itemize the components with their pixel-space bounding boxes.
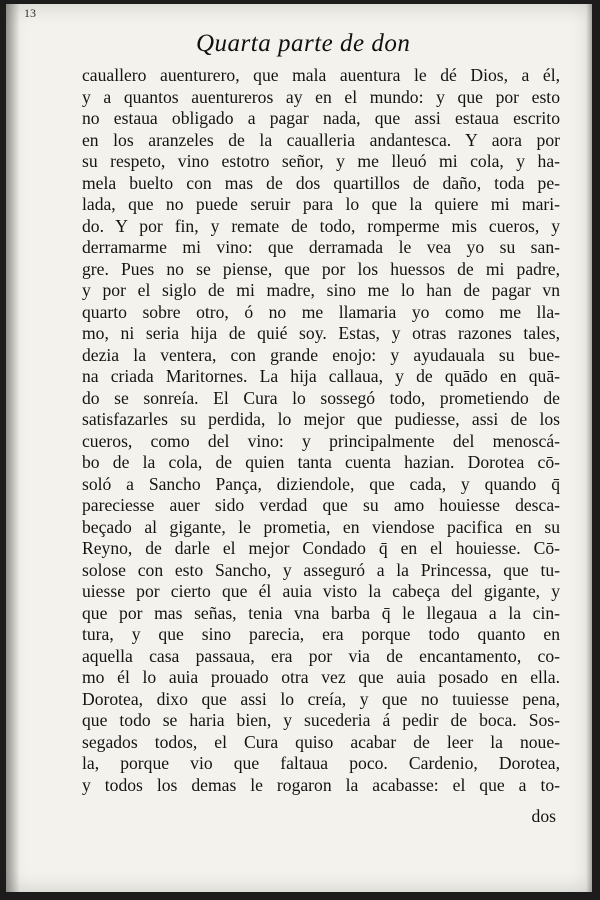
text-line: do se sonreía. El Cura lo sossegó todo, prometiendo de (82, 387, 560, 408)
text-line: quarto sobre otro, ó no me llamaria yo como me lla- (82, 301, 560, 322)
text-line: Dorotea, dixo que assi lo creía, y que no tuuiesse pena, (82, 688, 560, 709)
text-line: cueros, como del vino: y principalmente del menoscá- (82, 430, 560, 451)
text-block (82, 65, 560, 796)
text-line: derramarme mi vino: que derramada le vea yo su san- (82, 237, 560, 257)
text-line: pareciesse auer sido verdad que su amo houiesse desca- (82, 495, 560, 515)
text-line: cauallero auenturero, que mala auentura le dé Dios, a él, (82, 65, 560, 85)
text-line: Reyno, de darle el mejor Condado q̄ en el houiesse. Cō- (82, 538, 560, 558)
text-line: tura, y que sino parecia, era porque todo quanto en (82, 624, 560, 644)
text-line: do. Y por fin, y remate de todo, romperme mis cueros, y (82, 215, 560, 236)
text-line: y por el siglo de mi madre, sino me lo han de pagar vn (82, 280, 560, 300)
text-line: satisfazarles su perdida, lo mejor que pudiesse, assi de los (82, 409, 560, 429)
text-line: mo él lo auia prouado otra vez que auia posado en ella. (82, 667, 560, 687)
text-line: beçado al gigante, le prometia, en viendose pacifica en su (82, 516, 560, 537)
text-line: na criada Maritornes. La hija callaua, y de quādo en quā- (82, 366, 560, 386)
text-line: mo, ni seria hija de quié soy. Estas, y otras razones tales, (82, 323, 560, 343)
page-edge-shadow (586, 4, 592, 892)
text-line: lada, que no puede seruir para lo que la quiere mi mari- (82, 194, 560, 214)
text-line: dezia la ventera, con grande enojo: y ayudauala su bue- (82, 344, 560, 365)
running-head: Quarta parte de don (196, 30, 411, 57)
book-page (6, 4, 592, 892)
text-line: mela buelto con mas de dos quartillos de daño, toda pe- (82, 172, 560, 193)
text-line: en los aranzeles de la caualleria andantesca. Y aora por (82, 129, 560, 150)
text-line: bo de la cola, de quien tanta cuenta hazian. Dorotea cō- (82, 452, 560, 472)
text-line: soló a Sancho Pança, diziendole, que cada, y quando q̄ (82, 473, 560, 494)
text-line: la, porque vio que faltaua poco. Cardenio, Dorotea, (82, 753, 560, 773)
page-corner-mark: 13 (24, 6, 36, 20)
text-line: que por mas señas, tenia vna barba q̄ le llegaua a la cin- (82, 602, 560, 623)
text-line: aquella casa passaua, era por via de encantamento, co- (82, 645, 560, 666)
text-line: segados todos, el Cura quiso acabar de leer la noue- (82, 731, 560, 752)
text-line: solose con esto Sancho, y asseguró a la Princessa, que tu- (82, 559, 560, 580)
text-line: uiesse por cierto que él auia visto la cabeça del gigante, y (82, 581, 560, 601)
text-line: y todos los demas le rogaron la acabasse: el que a to- (82, 774, 560, 795)
text-line: que todo se haria bien, y sucederia á pedir de boca. Sos- (82, 710, 560, 730)
text-line: y a quantos auentureros ay en el mundo: y que por esto (82, 86, 560, 107)
catchword: dos (531, 806, 556, 826)
text-line: su respeto, vino estotro señor, y me lleuó mi cola, y ha- (82, 151, 560, 171)
text-line: gre. Pues no se piense, que por los huessos de mi padre, (82, 258, 560, 279)
text-line: no estaua obligado a pagar nada, que assi estaua escrito (82, 108, 560, 128)
